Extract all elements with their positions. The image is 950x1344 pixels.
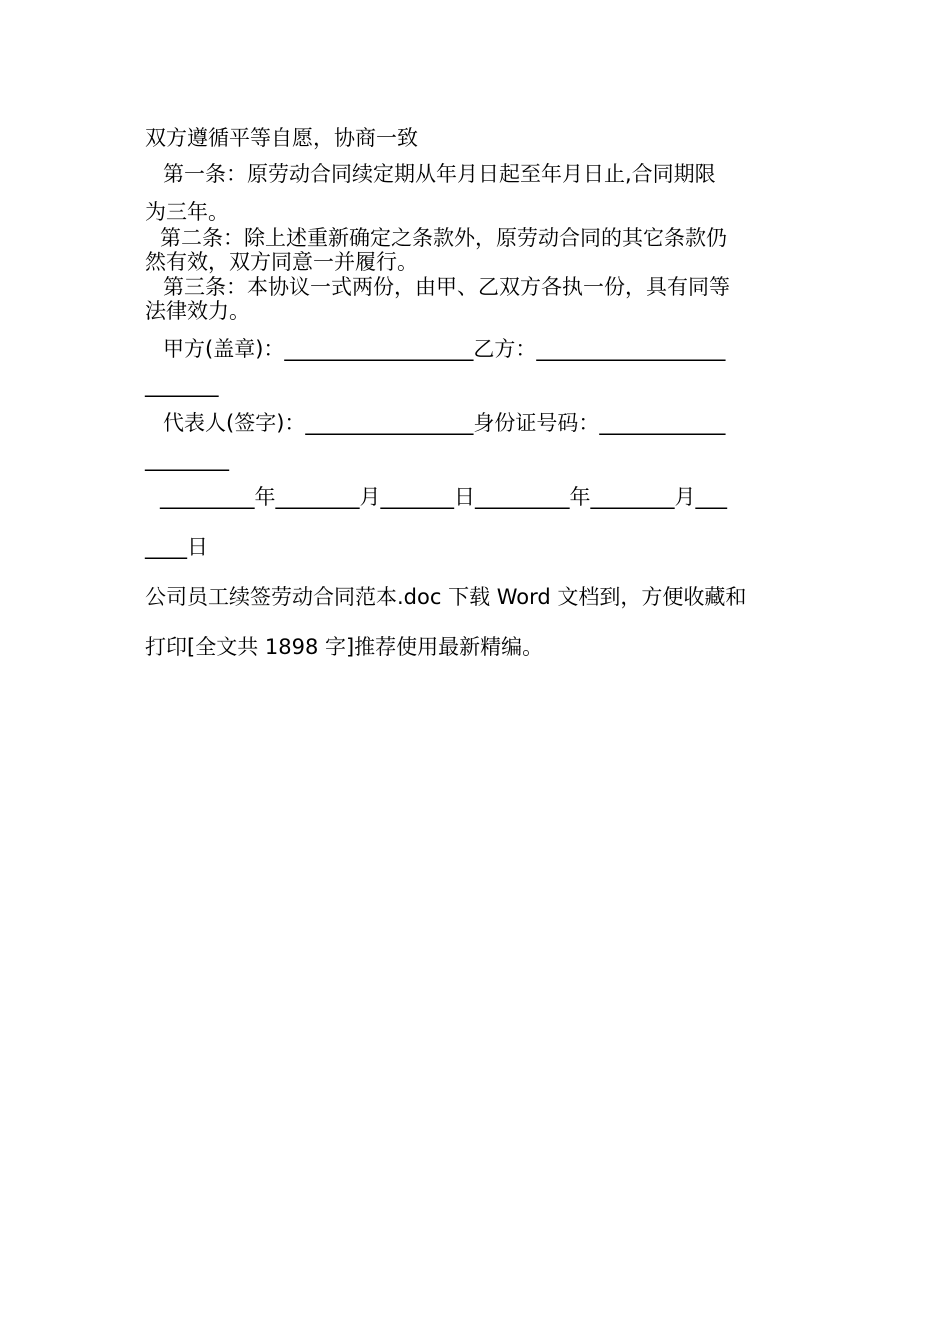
footer-note-line-2: 打印[全文共 1898 字]推荐使用最新精编。 [145, 635, 544, 659]
date-line-cont: ____日 [145, 535, 208, 559]
representative-line: 代表人(签字)：________________身份证号码：____________ [163, 411, 726, 435]
clause-2-line-1: 第二条：除上述重新确定之条款外，原劳动合同的其它条款仍 [160, 226, 727, 250]
date-line: _________年________月_______日_________年________月___ [160, 485, 727, 509]
clause-2-line-2: 然有效，双方同意一并履行。 [145, 250, 418, 274]
clause-1-line-1: 第一条：原劳动合同续定期从年月日起至年月日止,合同期限 [163, 162, 716, 186]
clause-3-line-2: 法律效力。 [145, 299, 250, 323]
footer-note-line-1: 公司员工续签劳动合同范本.doc 下载 Word 文档到，方便收藏和 [145, 585, 747, 609]
party-signature-line-cont: _______ [145, 373, 219, 397]
intro-text: 双方遵循平等自愿，协商一致 [145, 126, 418, 150]
clause-1-line-2: 为三年。 [145, 200, 229, 224]
representative-line-cont: ________ [145, 447, 229, 471]
party-signature-line: 甲方(盖章)：__________________乙方：__________________ [163, 337, 726, 361]
clause-3-line-1: 第三条：本协议一式两份，由甲、乙双方各执一份，具有同等 [163, 275, 730, 299]
